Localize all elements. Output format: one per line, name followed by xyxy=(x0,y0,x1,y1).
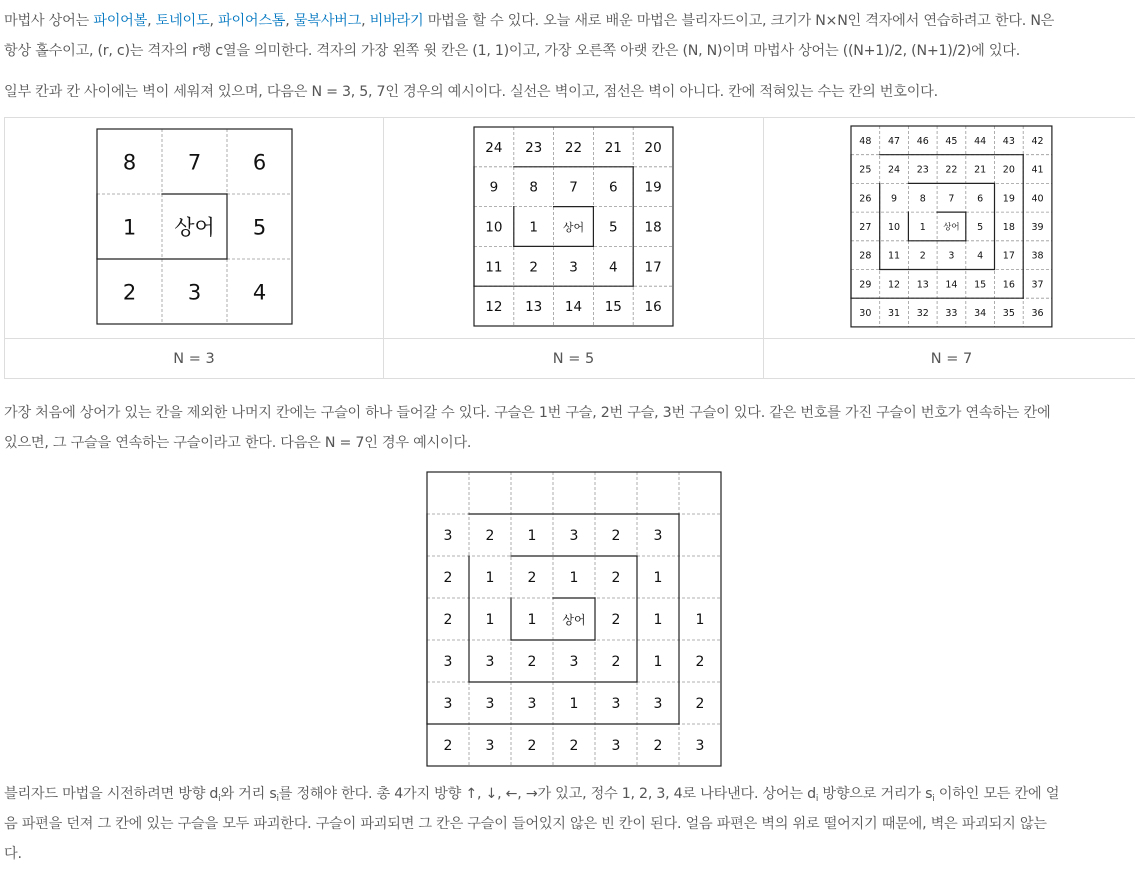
cell-number: 22 xyxy=(564,139,583,156)
cell-number: 9 xyxy=(489,179,499,196)
grid-cell-n5 xyxy=(384,118,764,339)
bead-number: 1 xyxy=(527,528,537,544)
grid-cell-n3 xyxy=(5,118,384,339)
link-firestorm[interactable]: 파이어스톰 xyxy=(217,13,286,29)
cell-number: 19 xyxy=(644,179,662,196)
cell-number: 18 xyxy=(1002,221,1015,233)
shark-label: 상어 xyxy=(562,613,586,627)
beads-line-1: 가장 처음에 상어가 있는 칸을 제외한 나머지 칸에는 구슬이 하나 들어갈 수 있다. 구슬은 1번 구슬, 2번 구슬, 3번 구슬이 있다. 같은 번호를 가진 구슬이 번호가 연속하는 칸에 xyxy=(4,405,1051,421)
bead-number: 2 xyxy=(695,654,705,670)
bead-number: 2 xyxy=(527,654,537,670)
cell-number: 13 xyxy=(525,298,543,315)
cell-number: 24 xyxy=(485,139,503,156)
cell-number: 27 xyxy=(859,221,872,233)
bead-number: 2 xyxy=(527,738,537,754)
cell-number: 29 xyxy=(859,278,872,290)
cell-number: 18 xyxy=(644,219,662,235)
bead-number: 2 xyxy=(611,612,621,628)
cell-number: 8 xyxy=(919,192,926,204)
cell-number: 16 xyxy=(644,298,662,315)
cell-number: 13 xyxy=(916,278,929,290)
cell-number: 11 xyxy=(888,250,901,262)
link-fireball[interactable]: 파이어볼 xyxy=(93,13,148,29)
cell-number: 36 xyxy=(1031,307,1044,319)
cell-number: 25 xyxy=(859,164,872,176)
intro-text-start: 마법사 상어는 xyxy=(4,13,94,29)
cell-number: 37 xyxy=(1031,278,1044,290)
text-segment: 블리자드 마법을 시전하려면 방향 d xyxy=(4,786,219,802)
grid-n3 xyxy=(96,128,293,325)
cell-number: 33 xyxy=(945,307,958,319)
cell-number: 24 xyxy=(888,164,901,176)
cell-number: 21 xyxy=(604,139,622,156)
grid-n5 xyxy=(473,126,674,327)
cell-number: 3 xyxy=(569,258,578,275)
cell-number: 7 xyxy=(187,150,201,174)
grid-cell-n7 xyxy=(764,118,1135,339)
text-segment: 와 거리 s xyxy=(220,786,277,802)
cell-number: 46 xyxy=(916,135,929,147)
bead-example-grid xyxy=(426,471,723,768)
link-tornado[interactable]: 토네이도 xyxy=(155,13,210,29)
intro-paragraph xyxy=(4,6,1135,66)
bead-number: 3 xyxy=(443,654,453,670)
cell-number: 6 xyxy=(609,179,618,196)
beads-paragraph xyxy=(4,398,1135,458)
bead-number: 2 xyxy=(527,570,537,586)
cell-number: 3 xyxy=(948,250,955,262)
cell-number: 28 xyxy=(859,250,872,262)
link-rain-dance[interactable]: 비바라기 xyxy=(369,13,424,29)
cell-number: 9 xyxy=(891,192,898,204)
cell-number: 1 xyxy=(919,221,926,233)
cell-number: 7 xyxy=(948,192,955,204)
cell-number: 15 xyxy=(604,298,622,315)
cell-number: 11 xyxy=(485,258,503,275)
cell-number: 1 xyxy=(122,215,136,239)
bead-number: 2 xyxy=(443,612,453,628)
cell-number: 6 xyxy=(252,150,266,174)
cell-number: 6 xyxy=(977,192,984,204)
shark-label: 상어 xyxy=(943,221,960,232)
cell-number: 21 xyxy=(974,164,987,176)
cell-number: 8 xyxy=(529,179,538,196)
cell-number: 47 xyxy=(888,135,901,147)
cell-number: 17 xyxy=(1002,250,1015,262)
cell-number: 4 xyxy=(977,250,984,262)
cell-number: 10 xyxy=(485,219,503,235)
cell-number: 31 xyxy=(888,307,901,319)
cell-number: 4 xyxy=(609,258,618,275)
caption-n3: N = 3 xyxy=(5,339,384,379)
bead-number: 3 xyxy=(443,528,453,544)
text-segment: 를 정해야 한다. 총 4가지 방향 ↑, ↓, ←, →가 있고, 정수 1, 2, 3, 4로 나타낸다. 상어는 d xyxy=(278,786,816,802)
bead-number: 2 xyxy=(443,738,453,754)
cell-number: 2 xyxy=(122,280,136,304)
cell-number: 23 xyxy=(916,164,929,176)
cell-number: 20 xyxy=(644,139,662,156)
cell-number: 39 xyxy=(1031,221,1044,233)
bead-number: 3 xyxy=(611,738,621,754)
cell-number: 8 xyxy=(122,150,136,174)
intro-line-2: 항상 홀수이고, (r, c)는 격자의 r행 c열을 의미한다. 격자의 가장 왼쪽 윗 칸은 (1, 1)이고, 가장 오른쪽 아랫 칸은 (N, N)이며 마법사 상어는 ((N+1)/2, (N+1)/2)에 있다. xyxy=(4,43,1021,59)
subscript: i xyxy=(815,794,819,804)
cell-number: 20 xyxy=(1002,164,1015,176)
beads-line-2: 있으면, 그 구슬을 연속하는 구슬이라고 한다. 다음은 N = 7인 경우 예시이다. xyxy=(4,435,472,451)
blizzard-line-2: 음 파편을 던져 그 칸에 있는 구슬을 모두 파괴한다. 구슬이 파괴되면 그 칸은 구슬이 들어있지 않은 빈 칸이 된다. 얼음 파편은 벽의 위로 떨어지기 때문에, 벽은 파괴되지 않는 xyxy=(4,816,1047,832)
bead-number: 1 xyxy=(527,612,537,628)
separator: , xyxy=(361,13,370,29)
bead-number: 1 xyxy=(485,612,495,628)
cell-number: 15 xyxy=(974,278,987,290)
bead-number: 1 xyxy=(653,570,663,586)
cell-number: 43 xyxy=(1002,135,1015,147)
cell-number: 10 xyxy=(888,221,901,233)
cell-number: 1 xyxy=(529,219,538,235)
text-segment: 이하인 모든 칸에 얼 xyxy=(934,786,1060,802)
cell-number: 14 xyxy=(564,298,583,315)
cell-number: 40 xyxy=(1031,192,1044,204)
blizzard-paragraph xyxy=(4,779,1135,869)
cell-number: 5 xyxy=(252,215,266,239)
cell-number: 14 xyxy=(945,278,958,290)
cell-number: 38 xyxy=(1031,250,1044,262)
bead-number: 3 xyxy=(569,528,579,544)
cell-number: 45 xyxy=(945,135,958,147)
bead-number: 1 xyxy=(695,612,705,628)
bead-number: 2 xyxy=(653,738,663,754)
cell-number: 3 xyxy=(187,280,201,304)
bead-number: 2 xyxy=(569,738,579,754)
blizzard-line-1 xyxy=(4,779,1135,809)
subscript: i xyxy=(218,794,221,804)
intro-text-end: 마법을 할 수 있다. 오늘 새로 배운 마법은 블리자드이고, 크기가 N×N인 격자에서 연습하려고 한다. N은 xyxy=(423,13,1055,29)
cell-number: 12 xyxy=(888,278,901,290)
bead-number: 2 xyxy=(443,570,453,586)
cell-number: 34 xyxy=(974,307,987,319)
separator: , xyxy=(209,13,218,29)
bead-number: 3 xyxy=(527,696,537,712)
bead-number: 3 xyxy=(485,696,495,712)
bead-number: 1 xyxy=(653,654,663,670)
grid-n7 xyxy=(850,125,1053,328)
bead-number: 1 xyxy=(485,570,495,586)
cell-number: 4 xyxy=(252,280,266,304)
cell-number: 23 xyxy=(525,139,543,156)
cell-number: 42 xyxy=(1031,135,1044,147)
intro-line-1 xyxy=(4,6,1135,36)
cell-number: 19 xyxy=(1002,192,1015,204)
cell-number: 48 xyxy=(859,135,872,147)
subscript: i xyxy=(276,794,279,804)
cell-number: 35 xyxy=(1002,307,1015,319)
cell-number: 7 xyxy=(569,179,578,196)
bead-number: 3 xyxy=(695,738,705,754)
cell-number: 22 xyxy=(945,164,958,176)
bead-number: 1 xyxy=(653,612,663,628)
bead-number: 3 xyxy=(653,696,663,712)
link-water-copy-bug[interactable]: 물복사버그 xyxy=(293,13,362,29)
cell-number: 12 xyxy=(485,298,503,315)
cell-number: 5 xyxy=(609,219,618,235)
caption-n5: N = 5 xyxy=(384,339,764,379)
cell-number: 2 xyxy=(529,258,538,275)
bead-number: 1 xyxy=(569,696,579,712)
cell-number: 41 xyxy=(1031,164,1044,176)
separator: , xyxy=(285,13,294,29)
walls-paragraph xyxy=(4,77,1135,107)
bead-number: 3 xyxy=(569,654,579,670)
wall-examples-table xyxy=(4,117,1135,379)
bead-number: 2 xyxy=(611,654,621,670)
cell-number: 30 xyxy=(859,307,872,319)
subscript: i xyxy=(932,794,935,804)
text-segment: 방향으로 거리가 s xyxy=(818,786,933,802)
bead-number: 3 xyxy=(611,696,621,712)
cell-number: 17 xyxy=(644,258,662,275)
bead-number: 2 xyxy=(611,528,621,544)
cell-number: 16 xyxy=(1002,278,1015,290)
caption-n7: N = 7 xyxy=(764,339,1135,379)
bead-number: 3 xyxy=(485,654,495,670)
bead-number: 2 xyxy=(611,570,621,586)
blizzard-line-3: 다. xyxy=(4,846,22,862)
separator: , xyxy=(147,13,156,29)
bead-number: 3 xyxy=(443,696,453,712)
cell-number: 26 xyxy=(859,192,872,204)
cell-number: 5 xyxy=(977,221,984,233)
bead-number: 3 xyxy=(485,738,495,754)
bead-number: 2 xyxy=(695,696,705,712)
shark-label: 상어 xyxy=(173,215,215,239)
walls-line: 일부 칸과 칸 사이에는 벽이 세워져 있으며, 다음은 N = 3, 5, 7인 경우의 예시이다. 실선은 벽이고, 점선은 벽이 아니다. 칸에 적혀있는 수는 칸의 번호이다. xyxy=(4,84,938,100)
cell-number: 32 xyxy=(916,307,929,319)
shark-label: 상어 xyxy=(562,220,585,234)
bead-number: 3 xyxy=(653,528,663,544)
cell-number: 44 xyxy=(974,135,987,147)
bead-number: 2 xyxy=(485,528,495,544)
cell-number: 2 xyxy=(919,250,926,262)
bead-number: 1 xyxy=(569,570,579,586)
